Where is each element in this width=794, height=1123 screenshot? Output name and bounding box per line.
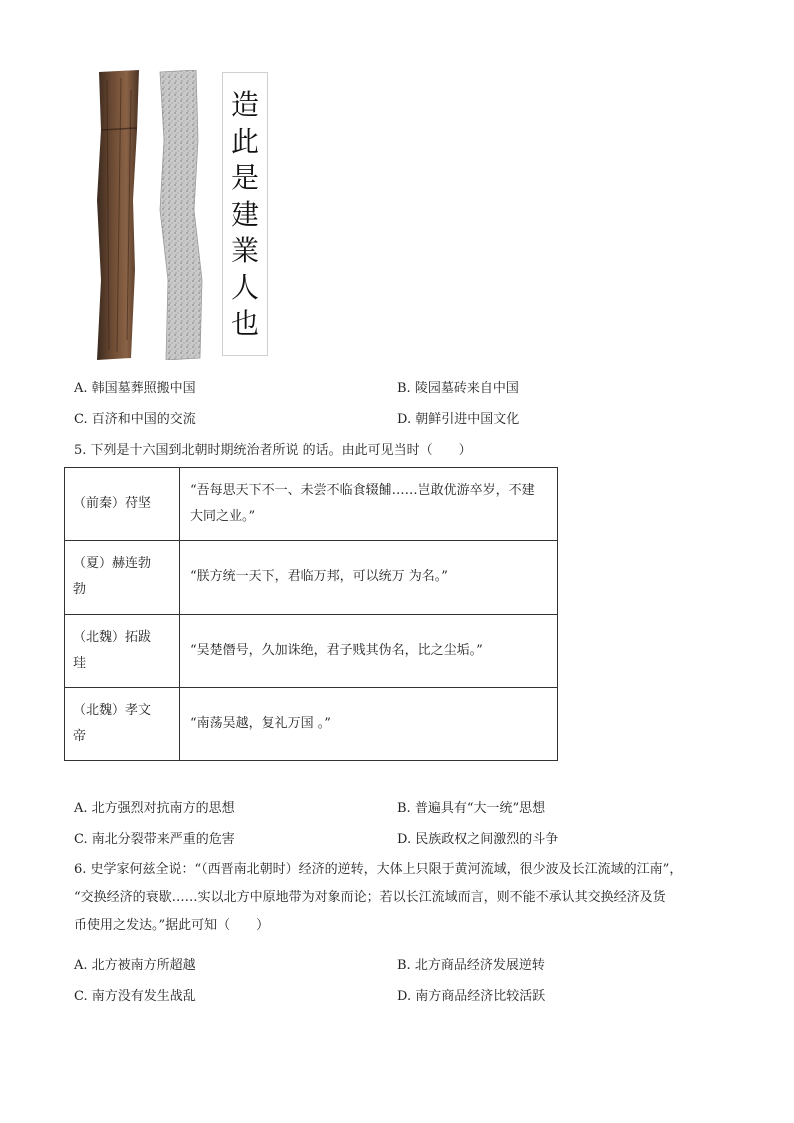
speaker-line: 勃 [73,582,87,598]
speaker-line: 珪 [73,655,87,671]
option-letter: A. [74,381,88,396]
brick-rubbing-image [156,70,208,360]
speaker-cell [65,687,180,760]
q4-option-b[interactable] [397,380,519,398]
speaker-cell [65,614,180,687]
option-letter: B. [397,381,411,396]
option-text: 南方商品经济比较活跃 [415,989,546,1004]
speaker-line: （前秦）苻坚 [73,496,152,512]
inscription-char: 造 [230,88,259,121]
option-text: 北方强烈对抗南方的思想 [91,801,235,816]
q6-stem [74,856,734,940]
q5-option-c[interactable] [74,831,235,849]
q4-option-c[interactable] [74,411,196,429]
q4-option-a[interactable] [74,380,196,398]
inscription-char: 也 [230,307,259,340]
option-letter: C. [74,832,88,847]
quote-line: “朕方统一天下，君临万邦，可以统万 为名。” [190,569,448,585]
option-letter: D. [397,832,412,847]
option-text: 百济和中国的交流 [91,412,196,427]
option-letter: A. [74,958,88,973]
speaker-cell [65,468,180,541]
quote-line: 大同之业。” [190,509,256,525]
inscription-char: 建 [230,197,259,231]
option-text: 北方商品经济发展逆转 [414,958,545,973]
option-text: 陵园墓砖来自中国 [414,381,519,396]
q6-option-c[interactable] [74,988,196,1006]
q6-stem-line: “交换经济的衰歇……实以北方中原地带为对象而论；若以长江流域而言，则不能不承认其交换经济及货 [74,890,666,905]
option-letter: C. [74,412,88,427]
inscription-char: 此 [230,124,259,158]
speaker-line: 帝 [73,728,87,744]
quote-line: “吾每思天下不一、未尝不临食辍餔……岂敢优游卒岁，不建 [190,483,535,499]
option-letter: D. [397,412,412,427]
option-letter: A. [74,801,88,816]
inscription-char: 業 [230,234,259,267]
option-letter: C. [74,989,88,1004]
option-letter: D. [397,989,412,1004]
q5-option-b[interactable] [397,800,545,818]
option-text: 南北分裂带来严重的危害 [91,832,235,847]
inscription-char: 是 [230,161,259,194]
quote-line: “吴楚僭号，久加诛绝，君子贱其伪名，比之尘垢。” [190,642,483,658]
speaker-line: （北魏）拓跋 [73,629,152,645]
speaker-line: （北魏）孝文 [73,702,152,718]
q6-option-b[interactable] [397,957,545,975]
option-letter: B. [397,958,411,973]
option-text: 韩国墓葬照搬中国 [91,381,196,396]
table-row [65,541,558,614]
q5-quotes-table [64,467,558,761]
table-row [65,468,558,541]
option-text: 南方没有发生战乱 [91,989,196,1004]
option-letter: B. [397,801,411,816]
q6-stem-line: 6. 史学家何兹全说：“（西晋南北朝时）经济的逆转，大体上只限于黄河流域，很少波及长江流域的江南”， [74,862,683,877]
option-text: 朝鲜引进中国文化 [415,412,520,427]
option-text: 普遍具有“大一统”思想 [414,801,546,816]
brick-photo-image [87,70,147,360]
quote-cell [180,687,558,760]
q6-option-a[interactable] [74,957,196,975]
q5-option-d[interactable] [397,831,558,849]
option-text: 民族政权之间激烈的斗争 [415,832,559,847]
q6-stem-line: 币使用之发达。”据此可知（ ） [74,918,270,933]
inscription-text-panel [222,72,268,356]
inscription-char: 人 [230,270,259,304]
q5-stem: 5. 下列是十六国到北朝时期统治者所说 的话。由此可见当时（ ） [74,443,472,458]
q5-option-a[interactable] [74,800,235,818]
table-row [65,614,558,687]
speaker-line: （夏）赫连勃 [73,556,152,572]
q4-option-d[interactable] [397,411,519,429]
option-text: 北方被南方所超越 [91,958,196,973]
table-row [65,687,558,760]
brick-figure [80,66,280,366]
q6-option-d[interactable] [397,988,545,1006]
quote-line: “南荡吴越，复礼万国 。” [190,715,331,731]
quote-cell [180,614,558,687]
quote-cell [180,468,558,541]
speaker-cell [65,541,180,614]
quote-cell [180,541,558,614]
